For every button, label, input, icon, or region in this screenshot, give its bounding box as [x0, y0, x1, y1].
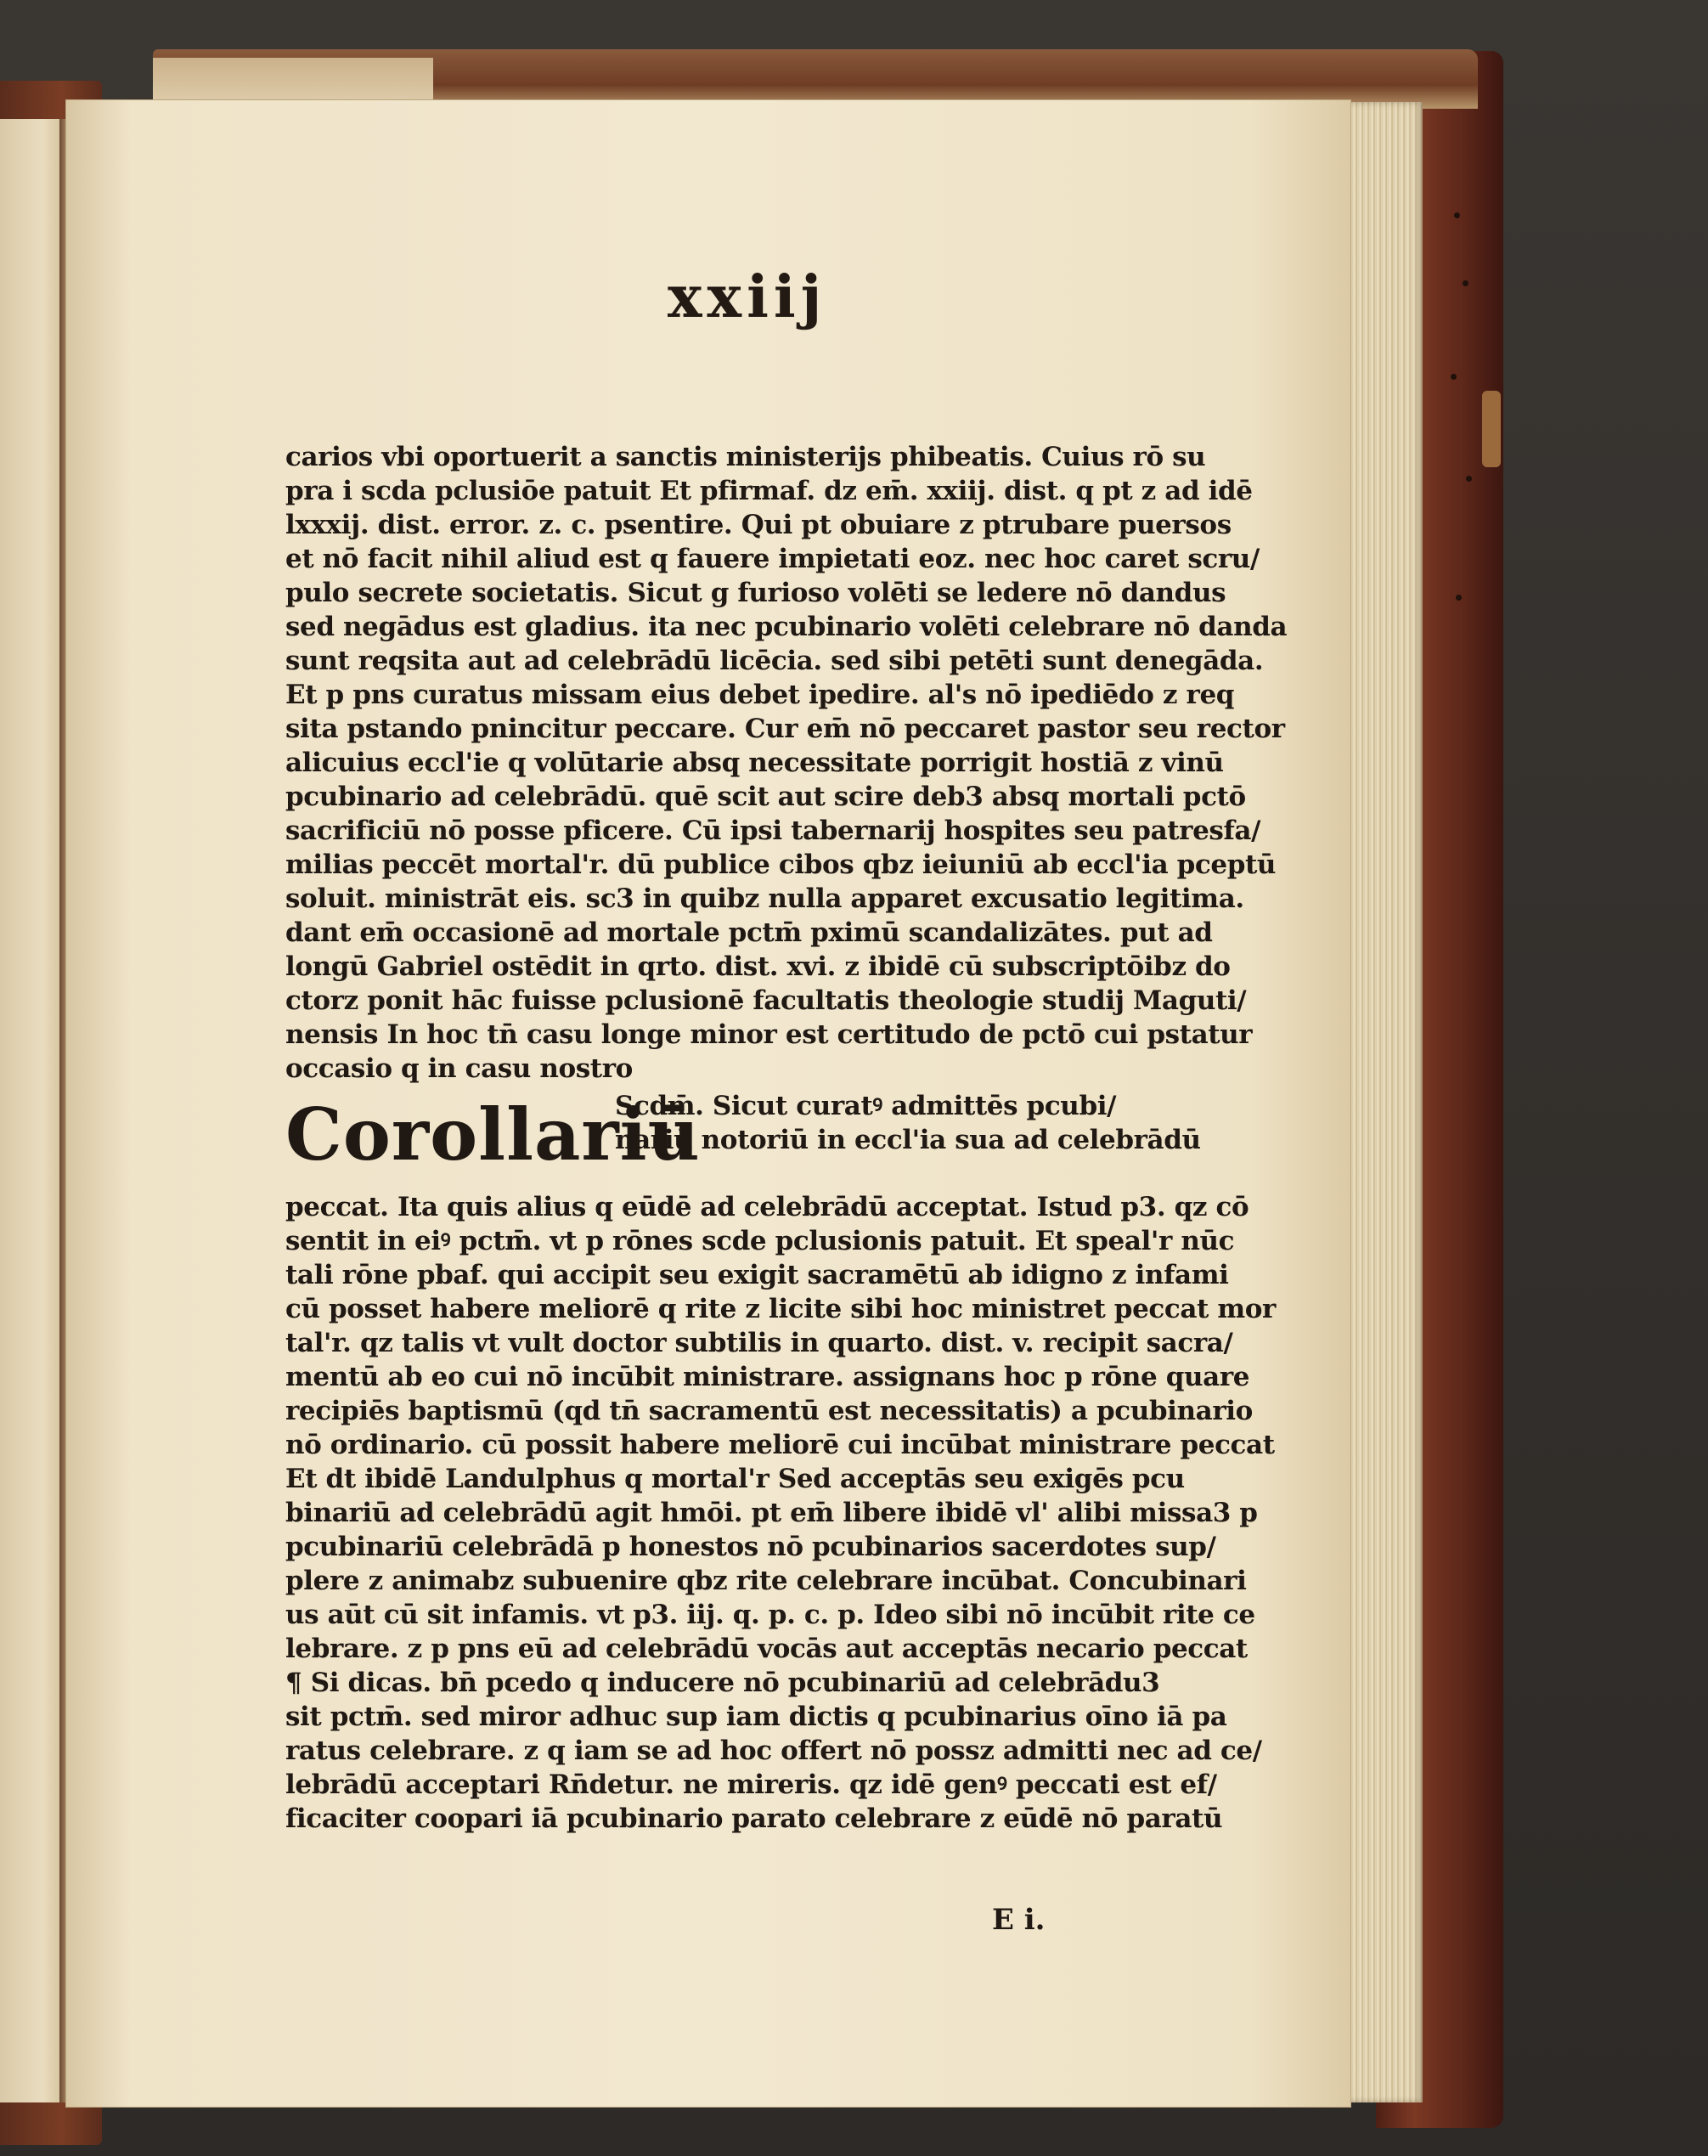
text-line: pra i scda pclusiōe patuit Et pfirmaf. dz em̄. xxiij. dist. q pt z ad idē [285, 476, 1253, 506]
text-line: lxxxij. dist. error. z. c. psentire. Qui pt obuiare z ptrubare puersos [285, 510, 1232, 540]
text-line: Et dt ibidē Landulphus q mortal'r Sed acceptās seu exigēs pcu [285, 1464, 1185, 1494]
text-line: pulo secrete societatis. Sicut g furioso volēti se ledere nō dandus [285, 578, 1226, 608]
wormhole [1466, 476, 1472, 482]
book-page [66, 100, 1350, 2107]
text-line: tali rōne pbaf. qui accipit seu exigit sacramētū ab idigno z infami [285, 1260, 1229, 1290]
text-line: ratus celebrare. z q iam se ad hoc offert nō possz admitti nec ad ce/ [285, 1736, 1262, 1766]
text-line: Scdm̄. Sicut curatꝰ admittēs pcubi/ [615, 1091, 1117, 1121]
text-line: sed negādus est gladius. ita nec pcubinario volēti celebrare nō danda [285, 612, 1288, 642]
text-line: plere z animabz subuenire qbz rite celebrare incūbat. Concubinari [285, 1566, 1247, 1596]
text-line: sit pctm̄. sed miror adhuc sup iam dictis q pcubinarius oīno iā pa [285, 1702, 1227, 1732]
text-line: ficaciter coopari iā pcubinario parato celebrare z eūdē nō paratū [285, 1803, 1223, 1834]
text-line: recipiēs baptismū (qd tn̄ sacramentū est necessitatis) a pcubinario [285, 1396, 1253, 1426]
wormhole [1456, 595, 1462, 601]
text-line: sunt reqsita aut ad celebrādū licēcia. sed sibi petēti sunt denegāda. [285, 646, 1264, 676]
text-line: lebrādū acceptari Rn̄detur. ne mireris. qz idē genꝰ peccati est ef/ [285, 1769, 1217, 1800]
text-line: sacrificiū nō posse pficere. Cū ipsi tabernarij hospites seu patresfa/ [285, 816, 1261, 846]
text-line: ¶ Si dicas. bn̄ pcedo q inducere nō pcubinariū ad celebrādu3 [285, 1668, 1160, 1698]
text-line: mentū ab eo cui nō incūbit ministrare. assignans hoc p rōne quare [285, 1362, 1250, 1392]
text-line: binariū ad celebrādū agit hmōi. pt em̄ libere ibidē vl' alibi missa3 p [285, 1498, 1258, 1528]
text-line: occasio q in casu nostro [285, 1053, 633, 1084]
wormhole [1463, 280, 1468, 286]
text-line: nariū notoriū in eccl'ia sua ad celebrādū [615, 1125, 1201, 1155]
binding-tab [1482, 391, 1501, 467]
text-line: longū Gabriel ostēdit in qrto. dist. xvi. z ibidē cū subscriptōibz do [285, 951, 1231, 982]
page-block-edges [1346, 102, 1423, 2102]
signature-mark: E i. [992, 1903, 1046, 1937]
text-line: milias peccēt mortal'r. dū publice cibos qbz ieiuniū ab eccl'ia pceptū [285, 849, 1277, 880]
folio-number: xxiij [668, 263, 827, 331]
text-line: dant em̄ occasionē ad mortale pctm̄ pximū scandalizātes. put ad [285, 917, 1213, 948]
text-block [285, 440, 1288, 1918]
text-line: cū posset habere meliorē q rite z licite sibi hoc ministret peccat mor [285, 1294, 1276, 1324]
text-line: us aūt cū sit infamis. vt p3. iij. q. p. c. p. Ideo sibi nō incūbit rite ce [285, 1600, 1255, 1630]
text-line: pcubinariū celebrādā p honestos nō pcubinarios sacerdotes sup/ [285, 1532, 1216, 1562]
text-line: alicuius eccl'ie q volūtarie absq necessitate porrigit hostiā z vinū [285, 748, 1224, 778]
text-line: sentit in eiꝰ pctm̄. vt p rōnes scde pclusionis patuit. Et speal'r nūc [285, 1226, 1235, 1256]
text-line: pcubinario ad celebrādū. quē scit aut scire deb3 absq mortali pctō [285, 782, 1246, 812]
left-page-edge [0, 119, 63, 2102]
text-line: carios vbi oportuerit a sanctis ministerijs phibeatis. Cuius rō su [285, 442, 1206, 472]
wormhole [1451, 374, 1457, 380]
text-line: ctorz ponit hāc fuisse pclusionē facultatis theologie studij Maguti/ [285, 985, 1247, 1016]
corollary-section [285, 1089, 1201, 1187]
wormhole [1454, 212, 1460, 218]
text-line: nensis In hoc tn̄ casu longe minor est certitudo de pctō cui pstatur [285, 1019, 1253, 1050]
text-line: et nō facit nihil aliud est q fauere impietati eoz. nec hoc caret scru/ [285, 544, 1260, 574]
text-line: tal'r. qz talis vt vult doctor subtilis in quarto. dist. v. recipit sacra/ [285, 1328, 1233, 1358]
text-line: nō ordinario. cū possit habere meliorē cui incūbat ministrare peccat [285, 1430, 1275, 1460]
text-line: peccat. Ita quis alius q eūdē ad celebrādū acceptat. Istud p3. qz cō [285, 1192, 1249, 1222]
text-line: sita pstando pnincitur peccare. Cur em̄ nō peccaret pastor seu rector [285, 714, 1285, 744]
text-line: lebrare. z p pns eū ad celebrādū vocās aut acceptās necario peccat [285, 1634, 1248, 1664]
text-line: Et p pns curatus missam eius debet ipedire. al's nō ipediēdo z req [285, 680, 1235, 710]
text-line: soluit. ministrāt eis. sc3 in quibz nulla apparet excusatio legitima. [285, 883, 1244, 914]
corollary-heading: Corollariū [285, 1092, 701, 1177]
